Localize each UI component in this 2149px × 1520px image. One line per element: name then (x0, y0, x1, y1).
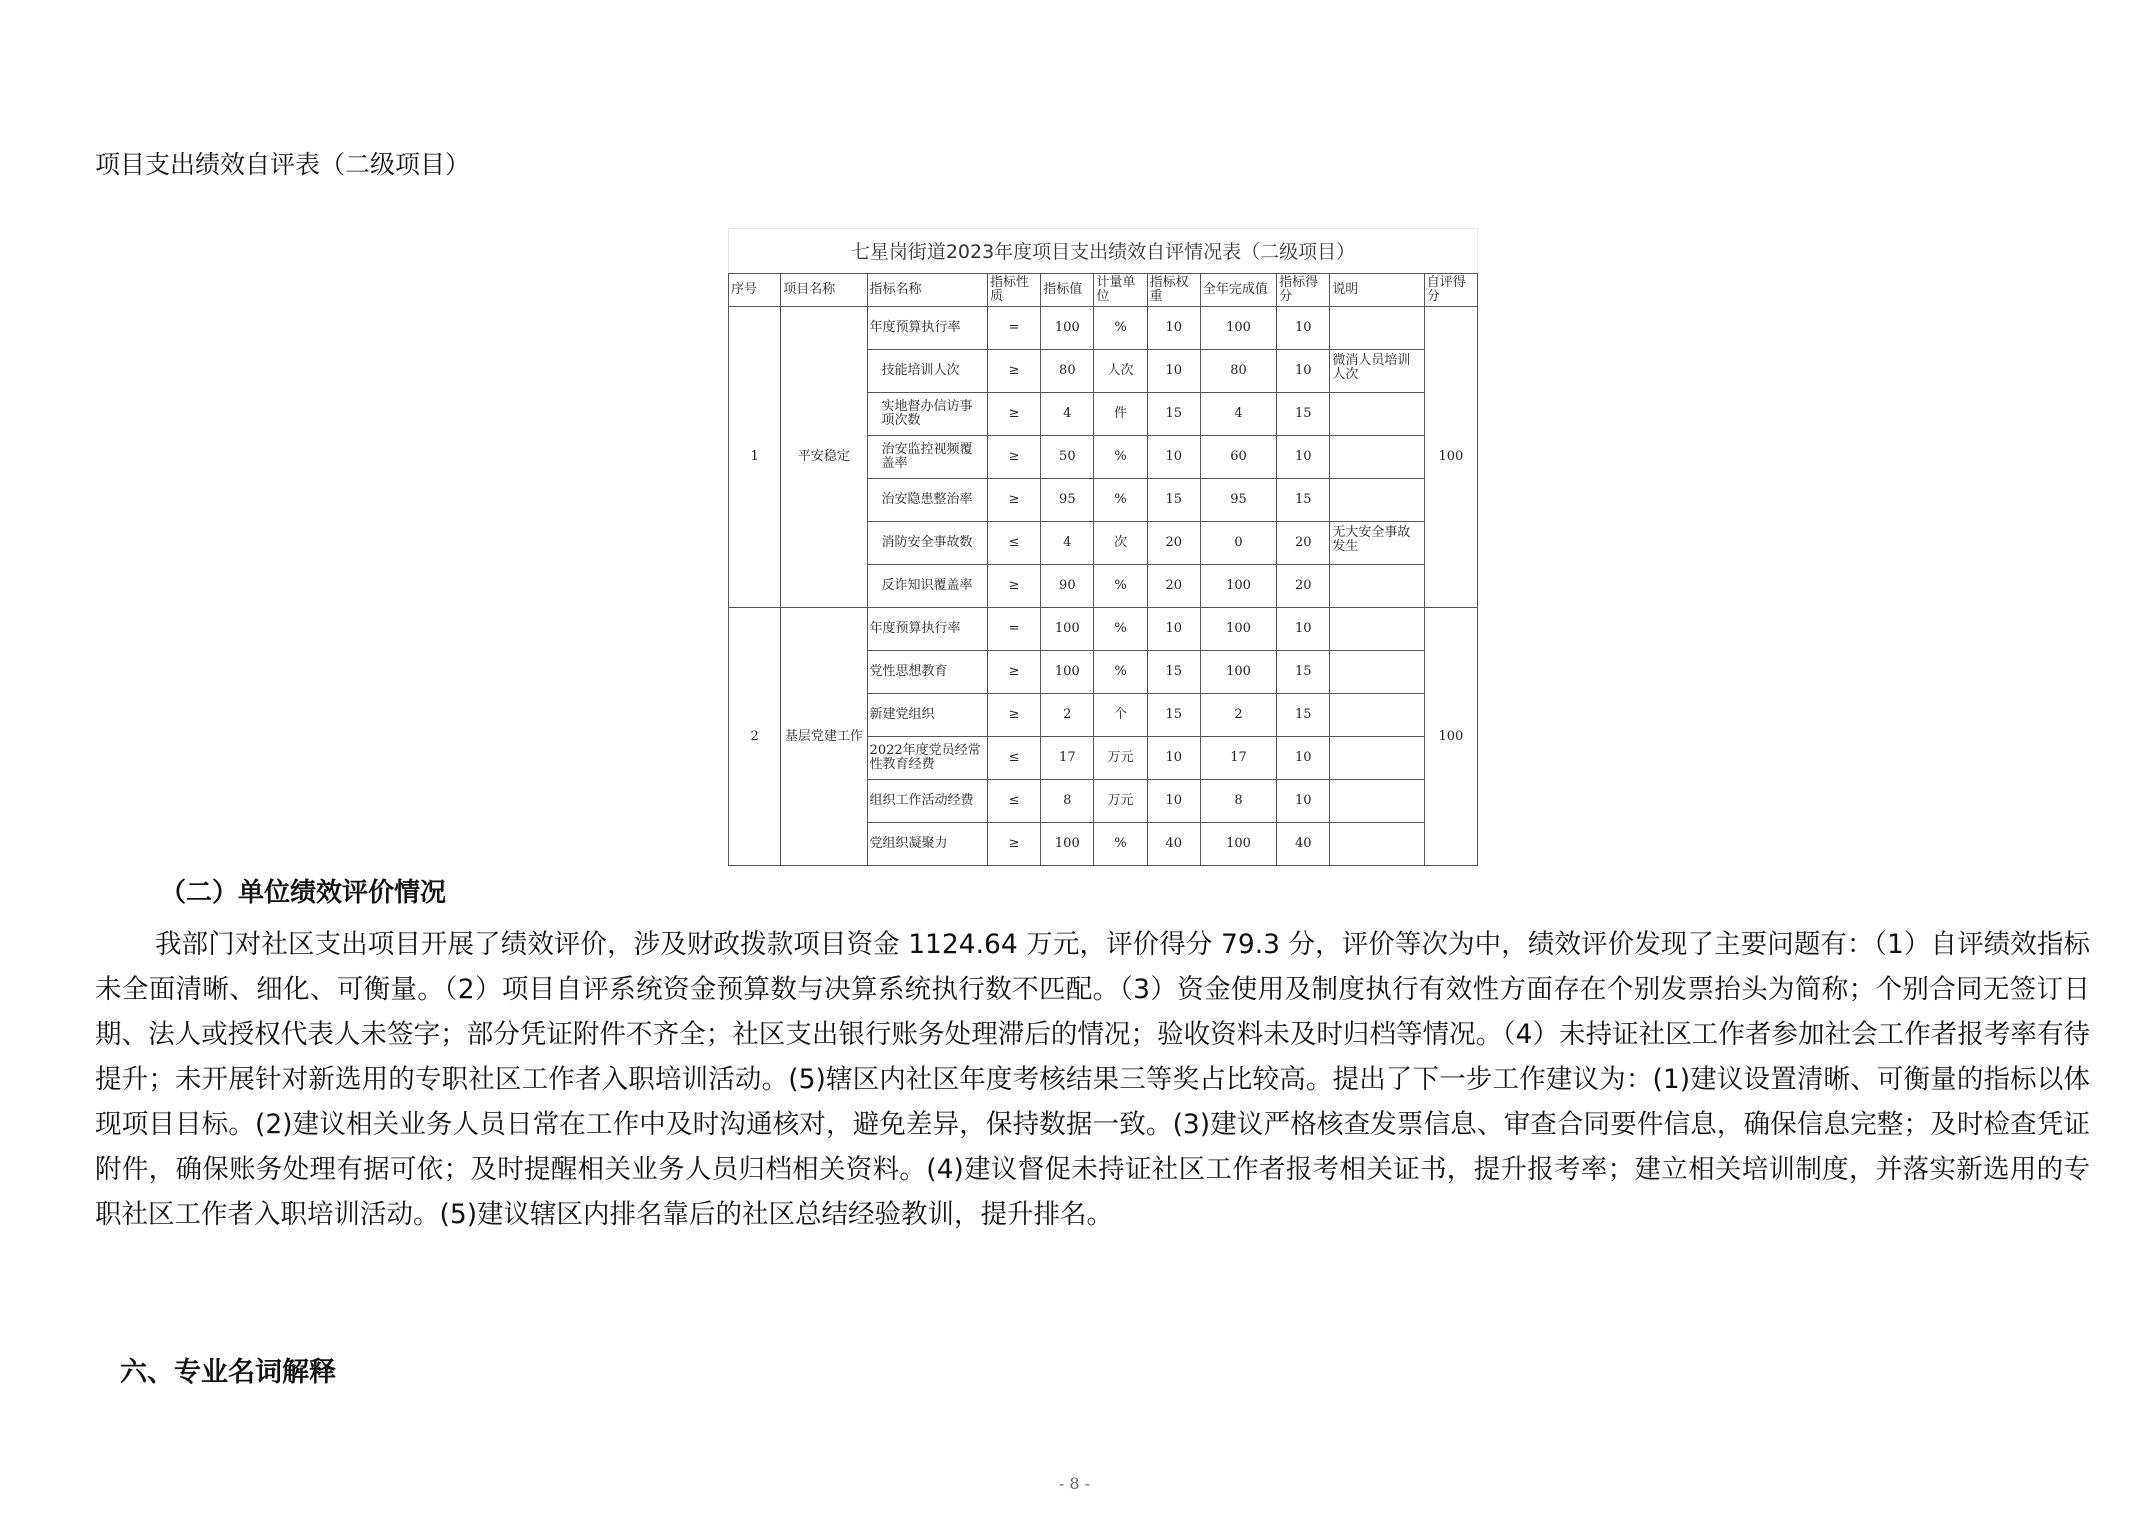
indicator-name: 反诈知识覆盖率 (867, 565, 987, 608)
table-header-row (729, 274, 1478, 307)
actual-value: 80 (1200, 350, 1276, 393)
indicator-score: 15 (1277, 479, 1330, 522)
actual-value: 60 (1200, 436, 1276, 479)
unit: 个 (1094, 694, 1147, 737)
header-cell: 自评得分 (1424, 274, 1477, 307)
next-section-heading: 六、专业名词解释 (120, 1357, 336, 1388)
section-heading: （二）单位绩效评价情况 (160, 878, 447, 908)
note (1330, 608, 1424, 651)
self-score: 100 (1424, 608, 1477, 866)
indicator-score: 10 (1277, 436, 1330, 479)
indicator-nature: = (988, 608, 1041, 651)
actual-value: 100 (1200, 651, 1276, 694)
indicator-nature: ≥ (988, 436, 1041, 479)
table-caption: 项目支出绩效自评表（二级项目） (95, 150, 471, 179)
indicator-name: 党性思想教育 (867, 651, 987, 694)
unit: 万元 (1094, 780, 1147, 823)
performance-table (728, 273, 1478, 866)
indicator-nature: ≤ (988, 522, 1041, 565)
actual-value: 17 (1200, 737, 1276, 780)
indicator-name: 党组织凝聚力 (867, 823, 987, 866)
group-number: 1 (729, 307, 781, 608)
unit: % (1094, 823, 1147, 866)
actual-value: 100 (1200, 307, 1276, 350)
note (1330, 393, 1424, 436)
indicator-score: 15 (1277, 651, 1330, 694)
header-cell: 计量单位 (1094, 274, 1147, 307)
note (1330, 436, 1424, 479)
indicator-score: 10 (1277, 780, 1330, 823)
note (1330, 307, 1424, 350)
indicator-value: 100 (1041, 307, 1094, 350)
indicator-value: 4 (1041, 393, 1094, 436)
unit: % (1094, 307, 1147, 350)
indicator-name: 实地督办信访事项次数 (867, 393, 987, 436)
unit: % (1094, 651, 1147, 694)
unit: % (1094, 608, 1147, 651)
indicator-score: 10 (1277, 307, 1330, 350)
actual-value: 2 (1200, 694, 1276, 737)
indicator-name: 组织工作活动经费 (867, 780, 987, 823)
indicator-nature: ≥ (988, 565, 1041, 608)
header-cell: 指标权重 (1147, 274, 1200, 307)
indicator-value: 100 (1041, 651, 1094, 694)
indicator-nature: ≥ (988, 479, 1041, 522)
indicator-value: 2 (1041, 694, 1094, 737)
indicator-value: 100 (1041, 608, 1094, 651)
indicator-value: 4 (1041, 522, 1094, 565)
note (1330, 737, 1424, 780)
indicator-name: 治安监控视频覆盖率 (867, 436, 987, 479)
indicator-score: 10 (1277, 350, 1330, 393)
header-cell: 指标性质 (988, 274, 1041, 307)
indicator-nature: ≤ (988, 780, 1041, 823)
header-cell: 项目名称 (781, 274, 867, 307)
body-paragraph: 我部门对社区支出项目开展了绩效评价，涉及财政拨款项目资金 1124.64 万元，评价得分 79.3 分，评价等次为中，绩效评价发现了主要问题有：（1）自评绩效指标未全面清晰、细化、可衡量。（2）项目自评系统资金预算数与决算系统执行数不匹配。（3）资金使用及制度执行有效性方面存在个别发票抬头为简称；个别合同无签订日期、法人或授权代表人未签字；部分凭证附件不齐全；社区支出银行账务处理滞后的情况；验收资料未及时归档等情况。（4）未持证社区工作者参加社会工作者报考率有待提升；未开展针对新选用的专职社区工作者入职培训活动。(5)辖区内社区年度考核结果三等奖占比较高。提出了下一步工作建议为：(1)建议设置清晰、可衡量的指标以体现项目目标。(2)建议相关业务人员日常在工作中及时沟通核对，避免差异，保持数据一致。(3)建议严格核查发票信息、审查合同要件信息，确保信息完整；及时检查凭证附件，确保账务处理有据可依；及时提醒相关业务人员归档相关资料。(4)建议督促未持证社区工作者报考相关证书，提升报考率；建立相关培训制度，并落实新选用的专职社区工作者入职培训活动。(5)建议辖区内排名靠后的社区总结经验教训，提升排名。 (95, 929, 2090, 1230)
weight: 40 (1147, 823, 1200, 866)
weight: 20 (1147, 522, 1200, 565)
weight: 10 (1147, 307, 1200, 350)
indicator-nature: ≥ (988, 694, 1041, 737)
header-cell: 指标得分 (1277, 274, 1330, 307)
indicator-name: 2022年度党员经常性教育经费 (867, 737, 987, 780)
indicator-score: 20 (1277, 565, 1330, 608)
note: 微消人员培训人次 (1330, 350, 1424, 393)
actual-value: 100 (1200, 823, 1276, 866)
note (1330, 823, 1424, 866)
header-cell: 指标值 (1041, 274, 1094, 307)
weight: 10 (1147, 737, 1200, 780)
header-cell: 全年完成值 (1200, 274, 1276, 307)
actual-value: 8 (1200, 780, 1276, 823)
table-row (729, 608, 1478, 651)
weight: 10 (1147, 436, 1200, 479)
page-number: - 8 - (1058, 1474, 1091, 1493)
unit: 万元 (1094, 737, 1147, 780)
note: 无大安全事故发生 (1330, 522, 1424, 565)
indicator-value: 8 (1041, 780, 1094, 823)
unit: 人次 (1094, 350, 1147, 393)
unit: 次 (1094, 522, 1147, 565)
indicator-score: 10 (1277, 737, 1330, 780)
indicator-value: 80 (1041, 350, 1094, 393)
weight: 10 (1147, 608, 1200, 651)
weight: 20 (1147, 565, 1200, 608)
indicator-name: 技能培训人次 (867, 350, 987, 393)
note (1330, 479, 1424, 522)
note (1330, 780, 1424, 823)
indicator-value: 17 (1041, 737, 1094, 780)
actual-value: 100 (1200, 608, 1276, 651)
indicator-value: 100 (1041, 823, 1094, 866)
unit: 件 (1094, 393, 1147, 436)
header-cell: 序号 (729, 274, 781, 307)
unit: % (1094, 436, 1147, 479)
indicator-name: 治安隐患整治率 (867, 479, 987, 522)
indicator-score: 20 (1277, 522, 1330, 565)
indicator-value: 90 (1041, 565, 1094, 608)
unit: % (1094, 479, 1147, 522)
indicator-score: 40 (1277, 823, 1330, 866)
indicator-nature: ≥ (988, 393, 1041, 436)
weight: 10 (1147, 350, 1200, 393)
table-title: 七星岗街道2023年度项目支出绩效自评情况表（二级项目） (728, 228, 1478, 273)
actual-value: 100 (1200, 565, 1276, 608)
group-number: 2 (729, 608, 781, 866)
unit: % (1094, 565, 1147, 608)
actual-value: 0 (1200, 522, 1276, 565)
indicator-score: 15 (1277, 694, 1330, 737)
indicator-nature: ≥ (988, 651, 1041, 694)
weight: 10 (1147, 780, 1200, 823)
indicator-name: 新建党组织 (867, 694, 987, 737)
self-score: 100 (1424, 307, 1477, 608)
actual-value: 95 (1200, 479, 1276, 522)
indicator-name: 年度预算执行率 (867, 608, 987, 651)
table-row (729, 307, 1478, 350)
indicator-name: 消防安全事故数 (867, 522, 987, 565)
weight: 15 (1147, 393, 1200, 436)
indicator-nature: ≥ (988, 350, 1041, 393)
note (1330, 651, 1424, 694)
indicator-name: 年度预算执行率 (867, 307, 987, 350)
indicator-nature: = (988, 307, 1041, 350)
note (1330, 565, 1424, 608)
note (1330, 694, 1424, 737)
performance-table-container (728, 228, 1478, 866)
indicator-score: 10 (1277, 608, 1330, 651)
weight: 15 (1147, 651, 1200, 694)
indicator-nature: ≥ (988, 823, 1041, 866)
indicator-nature: ≤ (988, 737, 1041, 780)
header-cell: 说明 (1330, 274, 1424, 307)
group-name: 基层党建工作 (781, 608, 867, 866)
header-cell: 指标名称 (867, 274, 987, 307)
weight: 15 (1147, 479, 1200, 522)
indicator-score: 15 (1277, 393, 1330, 436)
indicator-value: 95 (1041, 479, 1094, 522)
indicator-value: 50 (1041, 436, 1094, 479)
weight: 15 (1147, 694, 1200, 737)
actual-value: 4 (1200, 393, 1276, 436)
group-name: 平安稳定 (781, 307, 867, 608)
